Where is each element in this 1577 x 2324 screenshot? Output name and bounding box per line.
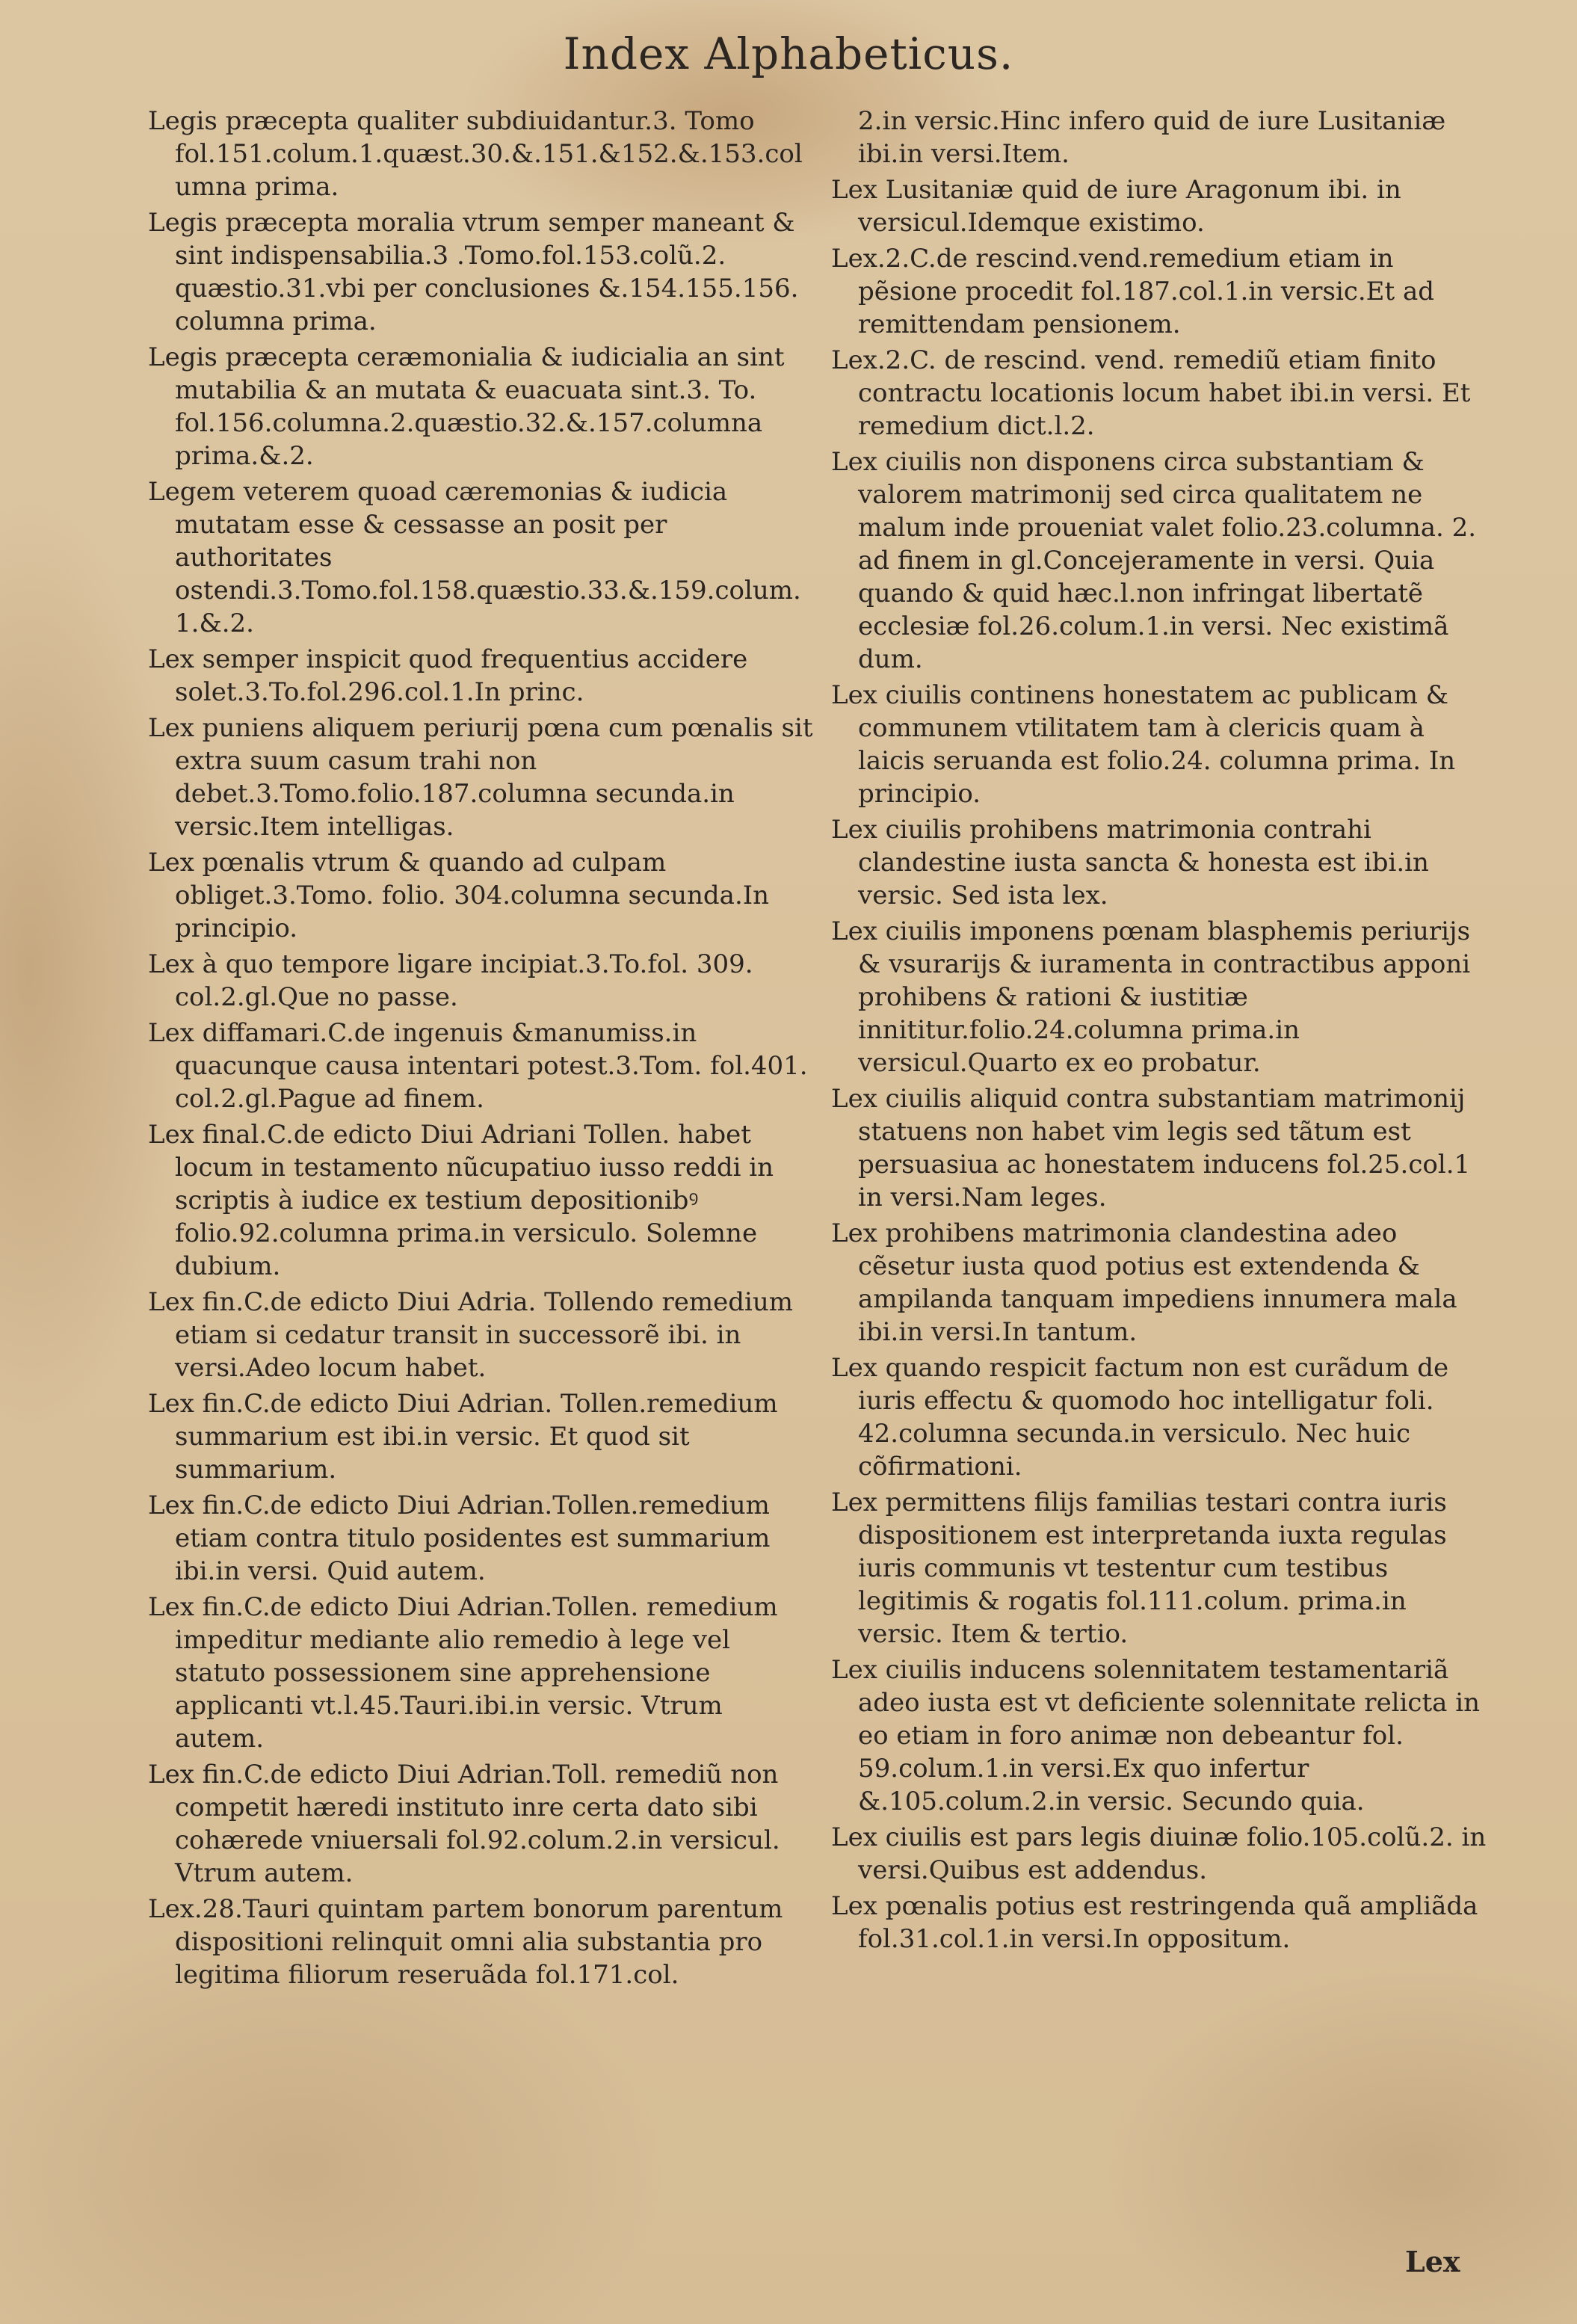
index-entry: Lex ciuilis continens honestatem ac publicam & communem vtilitatem tam à clericis quam à laicis seruanda est folio.24. columna prima. In principio. — [831, 680, 1456, 809]
index-entry: Lex fin.C.de edicto Diui Adria. Tollendo remedium etiam si cedatur transit in successorẽ ibi. in versi.Adeo locum habet. — [148, 1287, 793, 1383]
index-entry: Lex quando respicit factum non est curãdum de iuris effectu & quomodo hoc intelligatur foli. 42.columna secunda.in versiculo. Nec huic cõfirmationi. — [831, 1353, 1449, 1482]
index-entry: Legis præcepta ceræmonialia & iudicialia an sint mutabilia & an mutata & euacuata sint.3. To. fol.156.columna.2.quæstio.32.&.157.columna prima.&.2. — [148, 342, 785, 471]
index-entry: Lex fin.C.de edicto Diui Adrian.Toll. remediũ non competit hæredi instituto inre certa dato sibi cohærede vniuersali fol.92.colum.2.in versicul. Vtrum autem. — [148, 1760, 780, 1888]
index-entry: Lex final.C.de edicto Diui Adriani Tollen. habet locum in testamento nũcupatiuo iusso reddi in scriptis à iudice ex testium depositionibꝰ folio.92.columna prima.in versiculo. Solemne dubium. — [148, 1120, 774, 1281]
index-entry-continuation: 2.in versic.Hinc infero quid de iure Lusitaniæ ibi.in versi.Item. — [858, 106, 1446, 169]
index-entry: Lex prohibens matrimonia clandestina adeo cẽsetur iusta quod potius est extendenda & ampilanda tanquam impediens innumera mala ibi.in versi.In tantum. — [831, 1218, 1457, 1347]
index-entry: Lex.2.C. de rescind. vend. remediũ etiam finito contractu locationis locum habet ibi.in versi. Et remedium dict.l.2. — [831, 345, 1471, 441]
index-entry: Lex ciuilis aliquid contra substantiam matrimonij statuens non habet vim legis sed tãtum est persuasiua ac honestatem inducens fol.25.col.1 in versi.Nam leges. — [831, 1084, 1471, 1212]
index-entry: Legis præcepta moralia vtrum semper maneant & sint indispensabilia.3 .Tomo.fol.153.colũ.2. quæstio.31.vbi per conclusiones &.154.155.156. columna prima. — [148, 208, 799, 336]
index-entry: Lex fin.C.de edicto Diui Adrian.Tollen.remedium etiam contra titulo posidentes est summarium ibi.in versi. Quid autem. — [148, 1491, 771, 1586]
index-entry: Lex ciuilis est pars legis diuinæ folio.105.colũ.2. in versi.Quibus est addendus. — [831, 1822, 1487, 1885]
index-entry: Lex diffamari.C.de ingenuis &manumiss.in quacunque causa intentari potest.3.Tom. fol.401. col.2.gl.Pague ad finem. — [148, 1018, 808, 1114]
index-entry: Lex Lusitaniæ quid de iure Aragonum ibi. in versicul.Idemque existimo. — [831, 175, 1401, 238]
index-entry: Lex pœnalis vtrum & quando ad culpam obliget.3.Tomo. folio. 304.columna secunda.In principio. — [148, 848, 770, 943]
index-entry: Lex pœnalis potius est restringenda quã ampliãda fol.31.col.1.in versi.In oppositum. — [831, 1891, 1478, 1954]
index-entry: Lex puniens aliquem periurij pœna cum pœnalis sit extra suum casum trahi non debet.3.Tomo.folio.187.columna secunda.in versic.Item intelligas. — [148, 713, 813, 842]
page-header-title: Index Alphabeticus. — [563, 28, 1014, 79]
index-entry: Lex ciuilis inducens solennitatem testamentariã adeo iusta est vt deficiente solennitate relicta in eo etiam in foro animæ non debeantur fol. 59.colum.1.in versi.Ex quo infertur &.105.colum.2.in versic. Secundo quia. — [831, 1655, 1480, 1816]
index-column-right — [831, 105, 1496, 1958]
index-entry: Legem veterem quoad cæremonias & iudicia mutatam esse & cessasse an posit per authoritates ostendi.3.Tomo.fol.158.quæstio.33.&.159.colum.1.&.2. — [148, 477, 801, 638]
index-entry: Lex.2.C.de rescind.vend.remedium etiam in pẽsione procedit fol.187.col.1.in versic.Et ad remittendam pensionem. — [831, 244, 1434, 339]
catchword: Lex — [1405, 2245, 1460, 2278]
index-entry: Lex ciuilis prohibens matrimonia contrahi clandestine iusta sancta & honesta est ibi.in versic. Sed ista lex. — [831, 815, 1429, 910]
index-entry: Lex à quo tempore ligare incipiat.3.To.fol. 309. col.2.gl.Que no passe. — [148, 949, 753, 1012]
index-entry: Lex ciuilis non disponens circa substantiam & valorem matrimonij sed circa qualitatem ne malum inde proueniat valet folio.23.columna. 2. ad finem in gl.Concejeramente in versi. Quia quando & quid hæc.l.non infringat libertatẽ ecclesiæ fol.26.colum.1.in versi. Nec existimã dum. — [831, 447, 1477, 674]
index-entry: Lex permittens filijs familias testari contra iuris dispositionem est interpretanda iuxta regulas iuris communis vt testentur cum testibus legitimis & rogatis fol.111.colum. prima.in versic. Item & tertio. — [831, 1488, 1447, 1649]
index-entry: Lex.28.Tauri quintam partem bonorum parentum dispositioni relinquit omni alia substantia pro legitima filiorum reseruãda fol.171.col. — [148, 1894, 783, 1990]
index-entry: Lex ciuilis imponens pœnam blasphemis periurijs & vsurarijs & iuramenta in contractibus apponi prohibens & rationi & iustitiæ innititur.folio.24.columna prima.in versicul.Quarto ex eo probatur. — [831, 916, 1471, 1078]
index-entry: Lex semper inspicit quod frequentius accidere solet.3.To.fol.296.col.1.In princ. — [148, 644, 748, 707]
index-entry: Lex fin.C.de edicto Diui Adrian.Tollen. remedium impeditur mediante alio remedio à lege vel statuto possessionem sine apprehensione applicanti vt.l.45.Tauri.ibi.in versic. Vtrum autem. — [148, 1592, 778, 1754]
index-entry: Lex fin.C.de edicto Diui Adrian. Tollen.remedium summarium est ibi.in versic. Et quod sit summarium. — [148, 1389, 778, 1485]
index-column-left — [148, 105, 813, 1994]
index-entry: Legis præcepta qualiter subdiuidantur.3. Tomo fol.151.colum.1.quæst.30.&.151.&152.&.153.columna prima. — [148, 106, 803, 202]
